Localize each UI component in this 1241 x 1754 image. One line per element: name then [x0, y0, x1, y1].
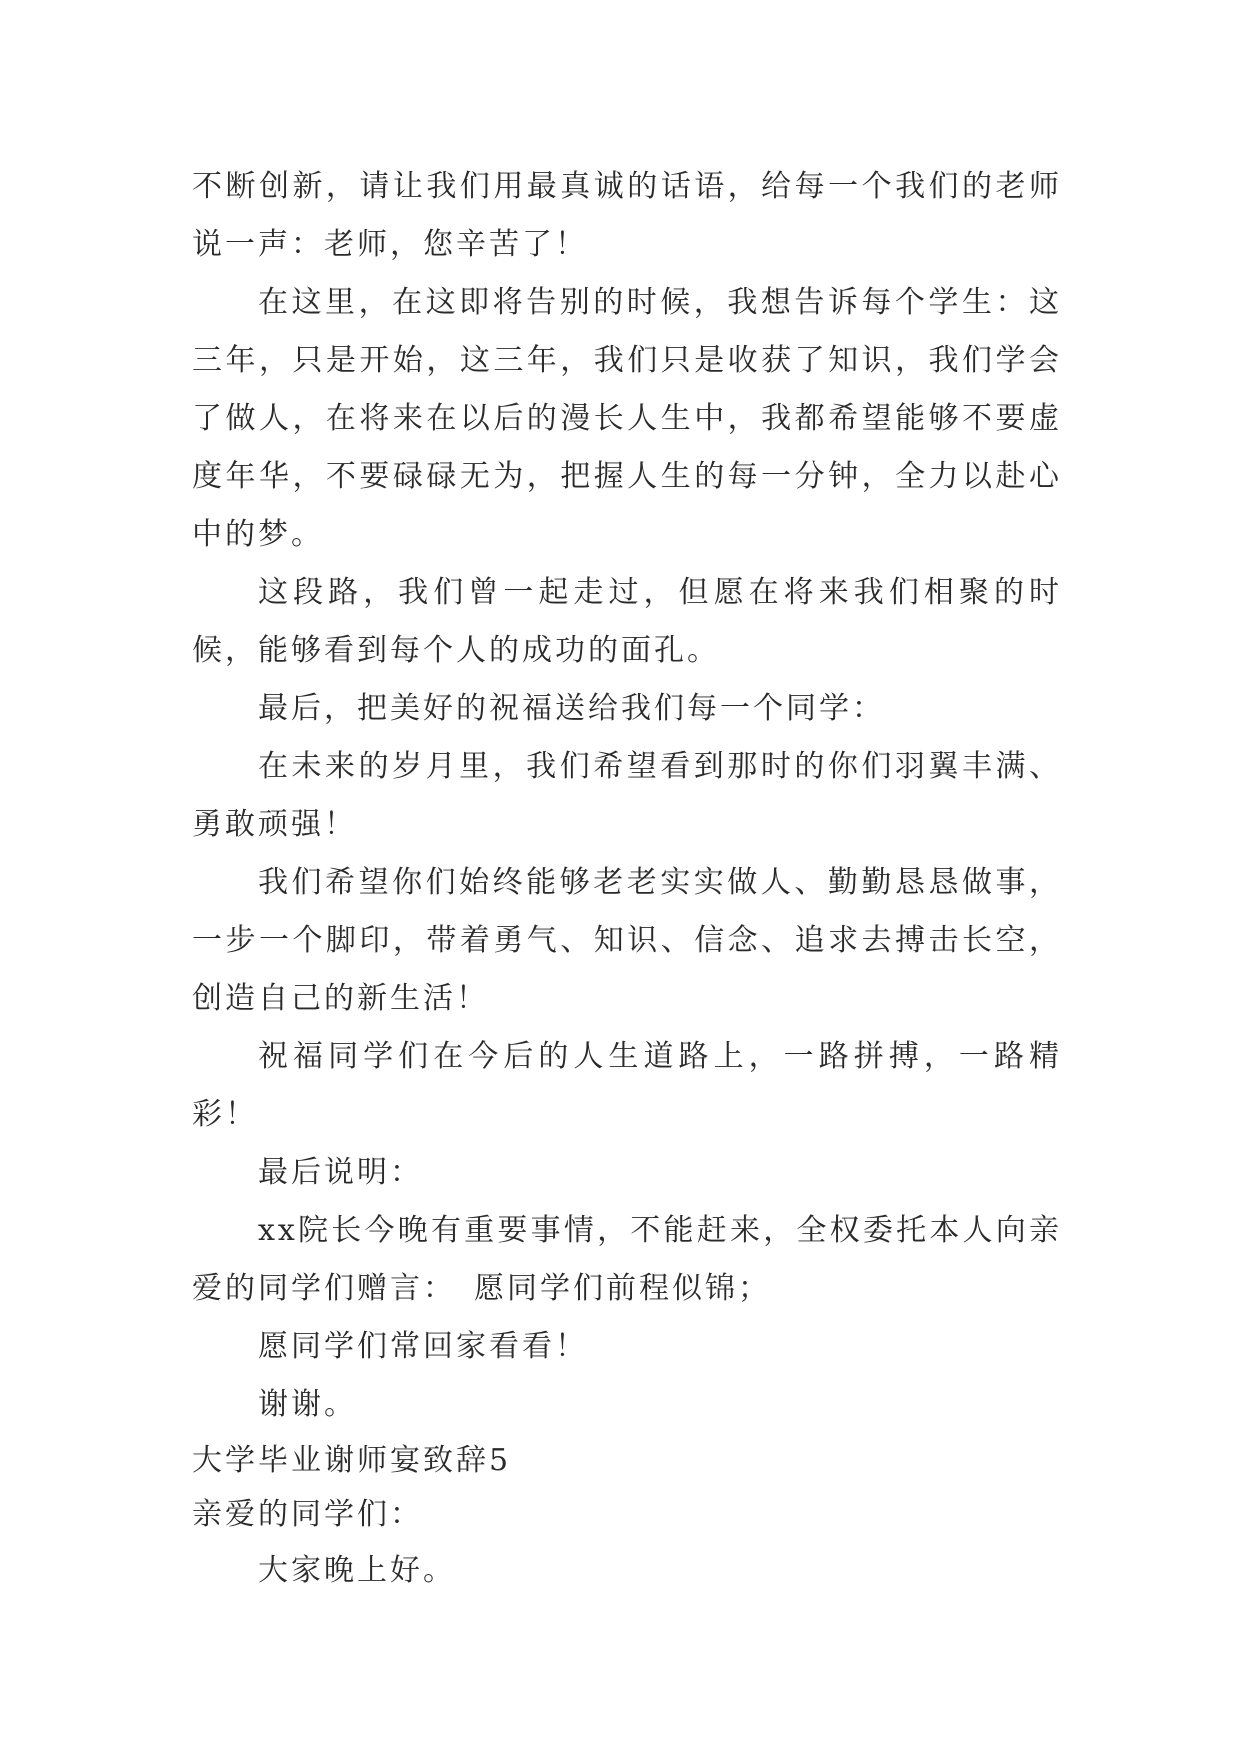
paragraph-8: 最后说明：	[258, 1155, 423, 1190]
paragraph-7: 祝福同学们在今后的人生道路上，一路拼搏，一路精彩！	[192, 1039, 1062, 1132]
paragraph-10: 愿同学们常回家看看！	[258, 1329, 588, 1364]
paragraph-5: 在未来的岁月里，我们希望看到那时的你们羽翼丰满、勇敢顽强！	[192, 749, 1062, 842]
paragraph-4: 最后，把美好的祝福送给我们每一个同学：	[258, 691, 885, 726]
section-heading: 大学毕业谢师宴致辞5	[192, 1443, 512, 1478]
paragraph-3: 这段路，我们曾一起走过，但愿在将来我们相聚的时候，能够看到每个人的成功的面孔。	[192, 575, 1062, 668]
paragraph-2: 在这里，在这即将告别的时候，我想告诉每个学生：这三年，只是开始，这三年，我们只是收获了知识，我们学会了做人，在将来在以后的漫长人生中，我都希望能够不要虚度年华，不要碌碌无为，把握人生的每一分钟，全力以赴心中的梦。	[192, 285, 1062, 552]
document-body	[192, 158, 1062, 1600]
paragraph-1: 不断创新，请让我们用最真诚的话语，给每一个我们的老师说一声：老师，您辛苦了！	[192, 169, 1062, 262]
greeting: 大家晚上好。	[258, 1553, 456, 1588]
salutation: 亲爱的同学们：	[192, 1497, 423, 1532]
paragraph-9: xx院长今晚有重要事情，不能赶来，全权委托本人向亲爱的同学们赠言： 愿同学们前程似锦；	[192, 1213, 1062, 1306]
paragraph-11: 谢谢。	[258, 1387, 357, 1422]
paragraph-6: 我们希望你们始终能够老老实实做人、勤勤恳恳做事，一步一个脚印，带着勇气、知识、信念、追求去搏击长空，创造自己的新生活！	[192, 865, 1062, 1016]
